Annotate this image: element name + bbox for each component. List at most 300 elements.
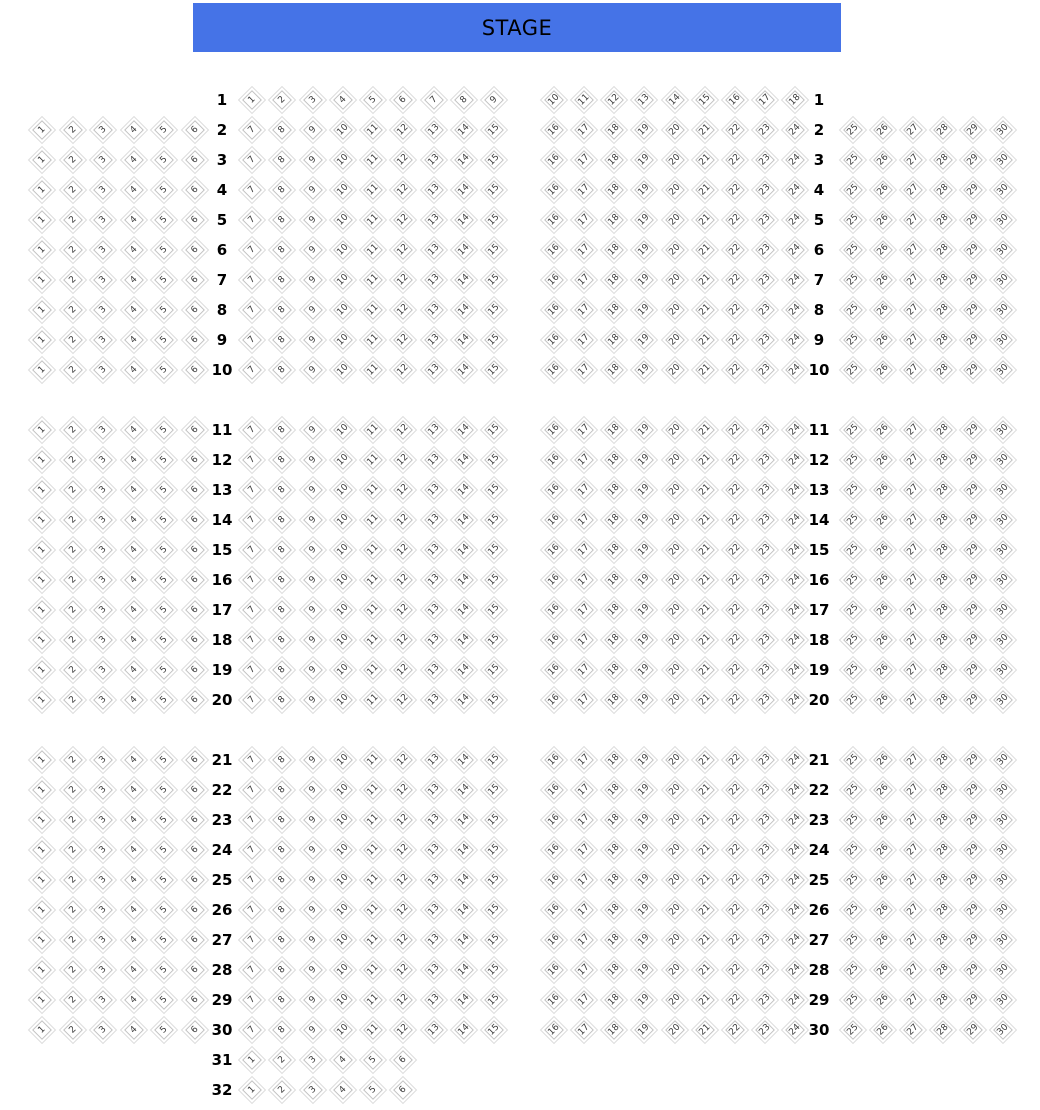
seat[interactable] <box>725 810 745 830</box>
seat[interactable] <box>574 240 594 260</box>
seat[interactable] <box>303 1080 323 1100</box>
seat[interactable] <box>933 690 953 710</box>
seat[interactable] <box>484 270 504 290</box>
seat[interactable] <box>272 120 292 140</box>
seat[interactable] <box>333 780 353 800</box>
seat[interactable] <box>695 600 715 620</box>
seat[interactable] <box>272 1050 292 1070</box>
seat[interactable] <box>32 450 52 470</box>
seat[interactable] <box>124 660 144 680</box>
seat[interactable] <box>185 900 205 920</box>
seat[interactable] <box>393 1080 413 1100</box>
seat[interactable] <box>272 1080 292 1100</box>
seat[interactable] <box>242 750 262 770</box>
seat[interactable] <box>272 660 292 680</box>
seat[interactable] <box>574 960 594 980</box>
seat[interactable] <box>544 960 564 980</box>
seat[interactable] <box>993 660 1013 680</box>
seat[interactable] <box>604 630 624 650</box>
seat[interactable] <box>154 150 174 170</box>
seat[interactable] <box>303 630 323 650</box>
seat[interactable] <box>755 960 775 980</box>
seat[interactable] <box>695 300 715 320</box>
seat[interactable] <box>933 540 953 560</box>
seat[interactable] <box>785 210 805 230</box>
seat[interactable] <box>484 810 504 830</box>
seat[interactable] <box>454 960 474 980</box>
seat[interactable] <box>454 660 474 680</box>
seat[interactable] <box>63 210 83 230</box>
seat[interactable] <box>363 210 383 230</box>
seat[interactable] <box>843 300 863 320</box>
seat[interactable] <box>725 120 745 140</box>
seat[interactable] <box>785 180 805 200</box>
seat[interactable] <box>363 420 383 440</box>
seat[interactable] <box>574 810 594 830</box>
seat[interactable] <box>93 330 113 350</box>
seat[interactable] <box>843 120 863 140</box>
seat[interactable] <box>272 480 292 500</box>
seat[interactable] <box>843 210 863 230</box>
seat[interactable] <box>363 180 383 200</box>
seat[interactable] <box>963 180 983 200</box>
seat[interactable] <box>843 1020 863 1040</box>
seat[interactable] <box>393 630 413 650</box>
seat[interactable] <box>124 690 144 710</box>
seat[interactable] <box>873 660 893 680</box>
seat[interactable] <box>303 330 323 350</box>
seat[interactable] <box>424 840 444 860</box>
seat[interactable] <box>993 180 1013 200</box>
seat[interactable] <box>665 180 685 200</box>
seat[interactable] <box>544 210 564 230</box>
seat[interactable] <box>93 360 113 380</box>
seat[interactable] <box>785 480 805 500</box>
seat[interactable] <box>635 510 655 530</box>
seat[interactable] <box>333 300 353 320</box>
seat[interactable] <box>963 240 983 260</box>
seat[interactable] <box>873 270 893 290</box>
seat[interactable] <box>963 660 983 680</box>
seat[interactable] <box>725 870 745 890</box>
seat[interactable] <box>303 300 323 320</box>
seat[interactable] <box>242 810 262 830</box>
seat[interactable] <box>604 90 624 110</box>
seat[interactable] <box>32 600 52 620</box>
seat[interactable] <box>695 780 715 800</box>
seat[interactable] <box>604 930 624 950</box>
seat[interactable] <box>725 840 745 860</box>
seat[interactable] <box>544 660 564 680</box>
seat[interactable] <box>755 420 775 440</box>
seat[interactable] <box>93 780 113 800</box>
seat[interactable] <box>63 690 83 710</box>
seat[interactable] <box>755 990 775 1010</box>
seat[interactable] <box>63 570 83 590</box>
seat[interactable] <box>665 300 685 320</box>
seat[interactable] <box>303 750 323 770</box>
seat[interactable] <box>993 780 1013 800</box>
seat[interactable] <box>303 510 323 530</box>
seat[interactable] <box>544 990 564 1010</box>
seat[interactable] <box>124 360 144 380</box>
seat[interactable] <box>93 540 113 560</box>
seat[interactable] <box>903 600 923 620</box>
seat[interactable] <box>695 900 715 920</box>
seat[interactable] <box>903 840 923 860</box>
seat[interactable] <box>725 750 745 770</box>
seat[interactable] <box>484 90 504 110</box>
seat[interactable] <box>933 180 953 200</box>
seat[interactable] <box>63 450 83 470</box>
seat[interactable] <box>393 120 413 140</box>
seat[interactable] <box>484 330 504 350</box>
seat[interactable] <box>873 510 893 530</box>
seat[interactable] <box>903 690 923 710</box>
seat[interactable] <box>363 120 383 140</box>
seat[interactable] <box>725 300 745 320</box>
seat[interactable] <box>843 690 863 710</box>
seat[interactable] <box>63 120 83 140</box>
seat[interactable] <box>695 270 715 290</box>
seat[interactable] <box>124 870 144 890</box>
seat[interactable] <box>393 570 413 590</box>
seat[interactable] <box>393 660 413 680</box>
seat[interactable] <box>604 990 624 1010</box>
seat[interactable] <box>242 480 262 500</box>
seat[interactable] <box>635 90 655 110</box>
seat[interactable] <box>393 270 413 290</box>
seat[interactable] <box>272 600 292 620</box>
seat[interactable] <box>785 420 805 440</box>
seat[interactable] <box>725 480 745 500</box>
seat[interactable] <box>63 870 83 890</box>
seat[interactable] <box>574 450 594 470</box>
seat[interactable] <box>363 570 383 590</box>
seat[interactable] <box>393 840 413 860</box>
seat[interactable] <box>484 150 504 170</box>
seat[interactable] <box>903 360 923 380</box>
seat[interactable] <box>873 450 893 470</box>
seat[interactable] <box>424 270 444 290</box>
seat[interactable] <box>695 810 715 830</box>
seat[interactable] <box>424 420 444 440</box>
seat[interactable] <box>185 210 205 230</box>
seat[interactable] <box>574 1020 594 1040</box>
seat[interactable] <box>843 870 863 890</box>
seat[interactable] <box>484 930 504 950</box>
seat[interactable] <box>574 510 594 530</box>
seat[interactable] <box>665 240 685 260</box>
seat[interactable] <box>93 180 113 200</box>
seat[interactable] <box>933 900 953 920</box>
seat[interactable] <box>185 330 205 350</box>
seat[interactable] <box>154 480 174 500</box>
seat[interactable] <box>903 540 923 560</box>
seat[interactable] <box>843 180 863 200</box>
seat[interactable] <box>635 210 655 230</box>
seat[interactable] <box>272 750 292 770</box>
seat[interactable] <box>154 990 174 1010</box>
seat[interactable] <box>303 660 323 680</box>
seat[interactable] <box>903 270 923 290</box>
seat[interactable] <box>695 870 715 890</box>
seat[interactable] <box>454 600 474 620</box>
seat[interactable] <box>544 510 564 530</box>
seat[interactable] <box>454 630 474 650</box>
seat[interactable] <box>604 570 624 590</box>
seat[interactable] <box>124 180 144 200</box>
seat[interactable] <box>454 510 474 530</box>
seat[interactable] <box>963 930 983 950</box>
seat[interactable] <box>393 960 413 980</box>
seat[interactable] <box>32 330 52 350</box>
seat[interactable] <box>963 990 983 1010</box>
seat[interactable] <box>604 540 624 560</box>
seat[interactable] <box>604 1020 624 1040</box>
seat[interactable] <box>363 690 383 710</box>
seat[interactable] <box>963 780 983 800</box>
seat[interactable] <box>785 540 805 560</box>
seat[interactable] <box>424 750 444 770</box>
seat[interactable] <box>574 750 594 770</box>
seat[interactable] <box>303 120 323 140</box>
seat[interactable] <box>242 960 262 980</box>
seat[interactable] <box>154 300 174 320</box>
seat[interactable] <box>424 990 444 1010</box>
seat[interactable] <box>574 480 594 500</box>
seat[interactable] <box>124 240 144 260</box>
seat[interactable] <box>993 540 1013 560</box>
seat[interactable] <box>393 780 413 800</box>
seat[interactable] <box>32 810 52 830</box>
seat[interactable] <box>903 120 923 140</box>
seat[interactable] <box>903 480 923 500</box>
seat[interactable] <box>272 180 292 200</box>
seat[interactable] <box>635 480 655 500</box>
seat[interactable] <box>544 930 564 950</box>
seat[interactable] <box>963 540 983 560</box>
seat[interactable] <box>242 330 262 350</box>
seat[interactable] <box>154 420 174 440</box>
seat[interactable] <box>154 240 174 260</box>
seat[interactable] <box>903 450 923 470</box>
seat[interactable] <box>333 870 353 890</box>
seat[interactable] <box>604 810 624 830</box>
seat[interactable] <box>154 780 174 800</box>
seat[interactable] <box>725 1020 745 1040</box>
seat[interactable] <box>424 180 444 200</box>
seat[interactable] <box>303 90 323 110</box>
seat[interactable] <box>393 210 413 230</box>
seat[interactable] <box>725 360 745 380</box>
seat[interactable] <box>695 150 715 170</box>
seat[interactable] <box>695 90 715 110</box>
seat[interactable] <box>963 300 983 320</box>
seat[interactable] <box>963 480 983 500</box>
seat[interactable] <box>933 420 953 440</box>
seat[interactable] <box>963 840 983 860</box>
seat[interactable] <box>665 210 685 230</box>
seat[interactable] <box>333 420 353 440</box>
seat[interactable] <box>154 360 174 380</box>
seat[interactable] <box>755 570 775 590</box>
seat[interactable] <box>242 540 262 560</box>
seat[interactable] <box>843 570 863 590</box>
seat[interactable] <box>933 810 953 830</box>
seat[interactable] <box>574 150 594 170</box>
seat[interactable] <box>635 540 655 560</box>
seat[interactable] <box>303 990 323 1010</box>
seat[interactable] <box>63 660 83 680</box>
seat[interactable] <box>963 270 983 290</box>
seat[interactable] <box>124 120 144 140</box>
seat[interactable] <box>32 900 52 920</box>
seat[interactable] <box>32 420 52 440</box>
seat[interactable] <box>484 690 504 710</box>
seat[interactable] <box>993 120 1013 140</box>
seat[interactable] <box>32 150 52 170</box>
seat[interactable] <box>333 210 353 230</box>
seat[interactable] <box>933 780 953 800</box>
seat[interactable] <box>124 810 144 830</box>
seat[interactable] <box>154 810 174 830</box>
seat[interactable] <box>695 180 715 200</box>
seat[interactable] <box>843 480 863 500</box>
seat[interactable] <box>32 510 52 530</box>
seat[interactable] <box>873 600 893 620</box>
seat[interactable] <box>635 840 655 860</box>
seat[interactable] <box>604 150 624 170</box>
seat[interactable] <box>963 120 983 140</box>
seat[interactable] <box>933 660 953 680</box>
seat[interactable] <box>124 210 144 230</box>
seat[interactable] <box>454 540 474 560</box>
seat[interactable] <box>574 270 594 290</box>
seat[interactable] <box>185 270 205 290</box>
seat[interactable] <box>963 960 983 980</box>
seat[interactable] <box>544 90 564 110</box>
seat[interactable] <box>454 210 474 230</box>
seat[interactable] <box>393 900 413 920</box>
seat[interactable] <box>695 480 715 500</box>
seat[interactable] <box>185 540 205 560</box>
seat[interactable] <box>933 510 953 530</box>
seat[interactable] <box>963 210 983 230</box>
seat[interactable] <box>454 870 474 890</box>
seat[interactable] <box>393 540 413 560</box>
seat[interactable] <box>363 900 383 920</box>
seat[interactable] <box>454 780 474 800</box>
seat[interactable] <box>363 660 383 680</box>
seat[interactable] <box>154 840 174 860</box>
seat[interactable] <box>333 90 353 110</box>
seat[interactable] <box>63 180 83 200</box>
seat[interactable] <box>363 630 383 650</box>
seat[interactable] <box>185 300 205 320</box>
seat[interactable] <box>454 90 474 110</box>
seat[interactable] <box>124 930 144 950</box>
seat[interactable] <box>124 750 144 770</box>
seat[interactable] <box>695 660 715 680</box>
seat[interactable] <box>544 480 564 500</box>
seat[interactable] <box>454 360 474 380</box>
seat[interactable] <box>124 480 144 500</box>
seat[interactable] <box>635 990 655 1010</box>
seat[interactable] <box>903 510 923 530</box>
seat[interactable] <box>185 930 205 950</box>
seat[interactable] <box>665 960 685 980</box>
seat[interactable] <box>333 990 353 1010</box>
seat[interactable] <box>124 300 144 320</box>
seat[interactable] <box>124 570 144 590</box>
seat[interactable] <box>63 360 83 380</box>
seat[interactable] <box>903 630 923 650</box>
seat[interactable] <box>635 660 655 680</box>
seat[interactable] <box>333 930 353 950</box>
seat[interactable] <box>544 810 564 830</box>
seat[interactable] <box>333 1080 353 1100</box>
seat[interactable] <box>393 990 413 1010</box>
seat[interactable] <box>185 870 205 890</box>
seat[interactable] <box>843 750 863 770</box>
seat[interactable] <box>185 810 205 830</box>
seat[interactable] <box>393 810 413 830</box>
seat[interactable] <box>873 480 893 500</box>
seat[interactable] <box>933 120 953 140</box>
seat[interactable] <box>755 600 775 620</box>
seat[interactable] <box>484 630 504 650</box>
seat[interactable] <box>454 330 474 350</box>
seat[interactable] <box>303 690 323 710</box>
seat[interactable] <box>63 330 83 350</box>
seat[interactable] <box>635 630 655 650</box>
seat[interactable] <box>154 270 174 290</box>
seat[interactable] <box>665 780 685 800</box>
seat[interactable] <box>963 1020 983 1040</box>
seat[interactable] <box>333 840 353 860</box>
seat[interactable] <box>484 750 504 770</box>
seat[interactable] <box>242 690 262 710</box>
seat[interactable] <box>303 270 323 290</box>
seat[interactable] <box>393 90 413 110</box>
seat[interactable] <box>604 960 624 980</box>
seat[interactable] <box>363 150 383 170</box>
seat[interactable] <box>32 930 52 950</box>
seat[interactable] <box>242 1020 262 1040</box>
seat[interactable] <box>93 420 113 440</box>
seat[interactable] <box>993 270 1013 290</box>
seat[interactable] <box>843 600 863 620</box>
seat[interactable] <box>873 690 893 710</box>
seat[interactable] <box>154 960 174 980</box>
seat[interactable] <box>665 90 685 110</box>
seat[interactable] <box>185 570 205 590</box>
seat[interactable] <box>604 420 624 440</box>
seat[interactable] <box>185 690 205 710</box>
seat[interactable] <box>963 810 983 830</box>
seat[interactable] <box>272 330 292 350</box>
seat[interactable] <box>903 1020 923 1040</box>
seat[interactable] <box>544 300 564 320</box>
seat[interactable] <box>124 630 144 650</box>
seat[interactable] <box>993 480 1013 500</box>
seat[interactable] <box>755 1020 775 1040</box>
seat[interactable] <box>303 900 323 920</box>
seat[interactable] <box>755 480 775 500</box>
seat[interactable] <box>363 600 383 620</box>
seat[interactable] <box>933 960 953 980</box>
